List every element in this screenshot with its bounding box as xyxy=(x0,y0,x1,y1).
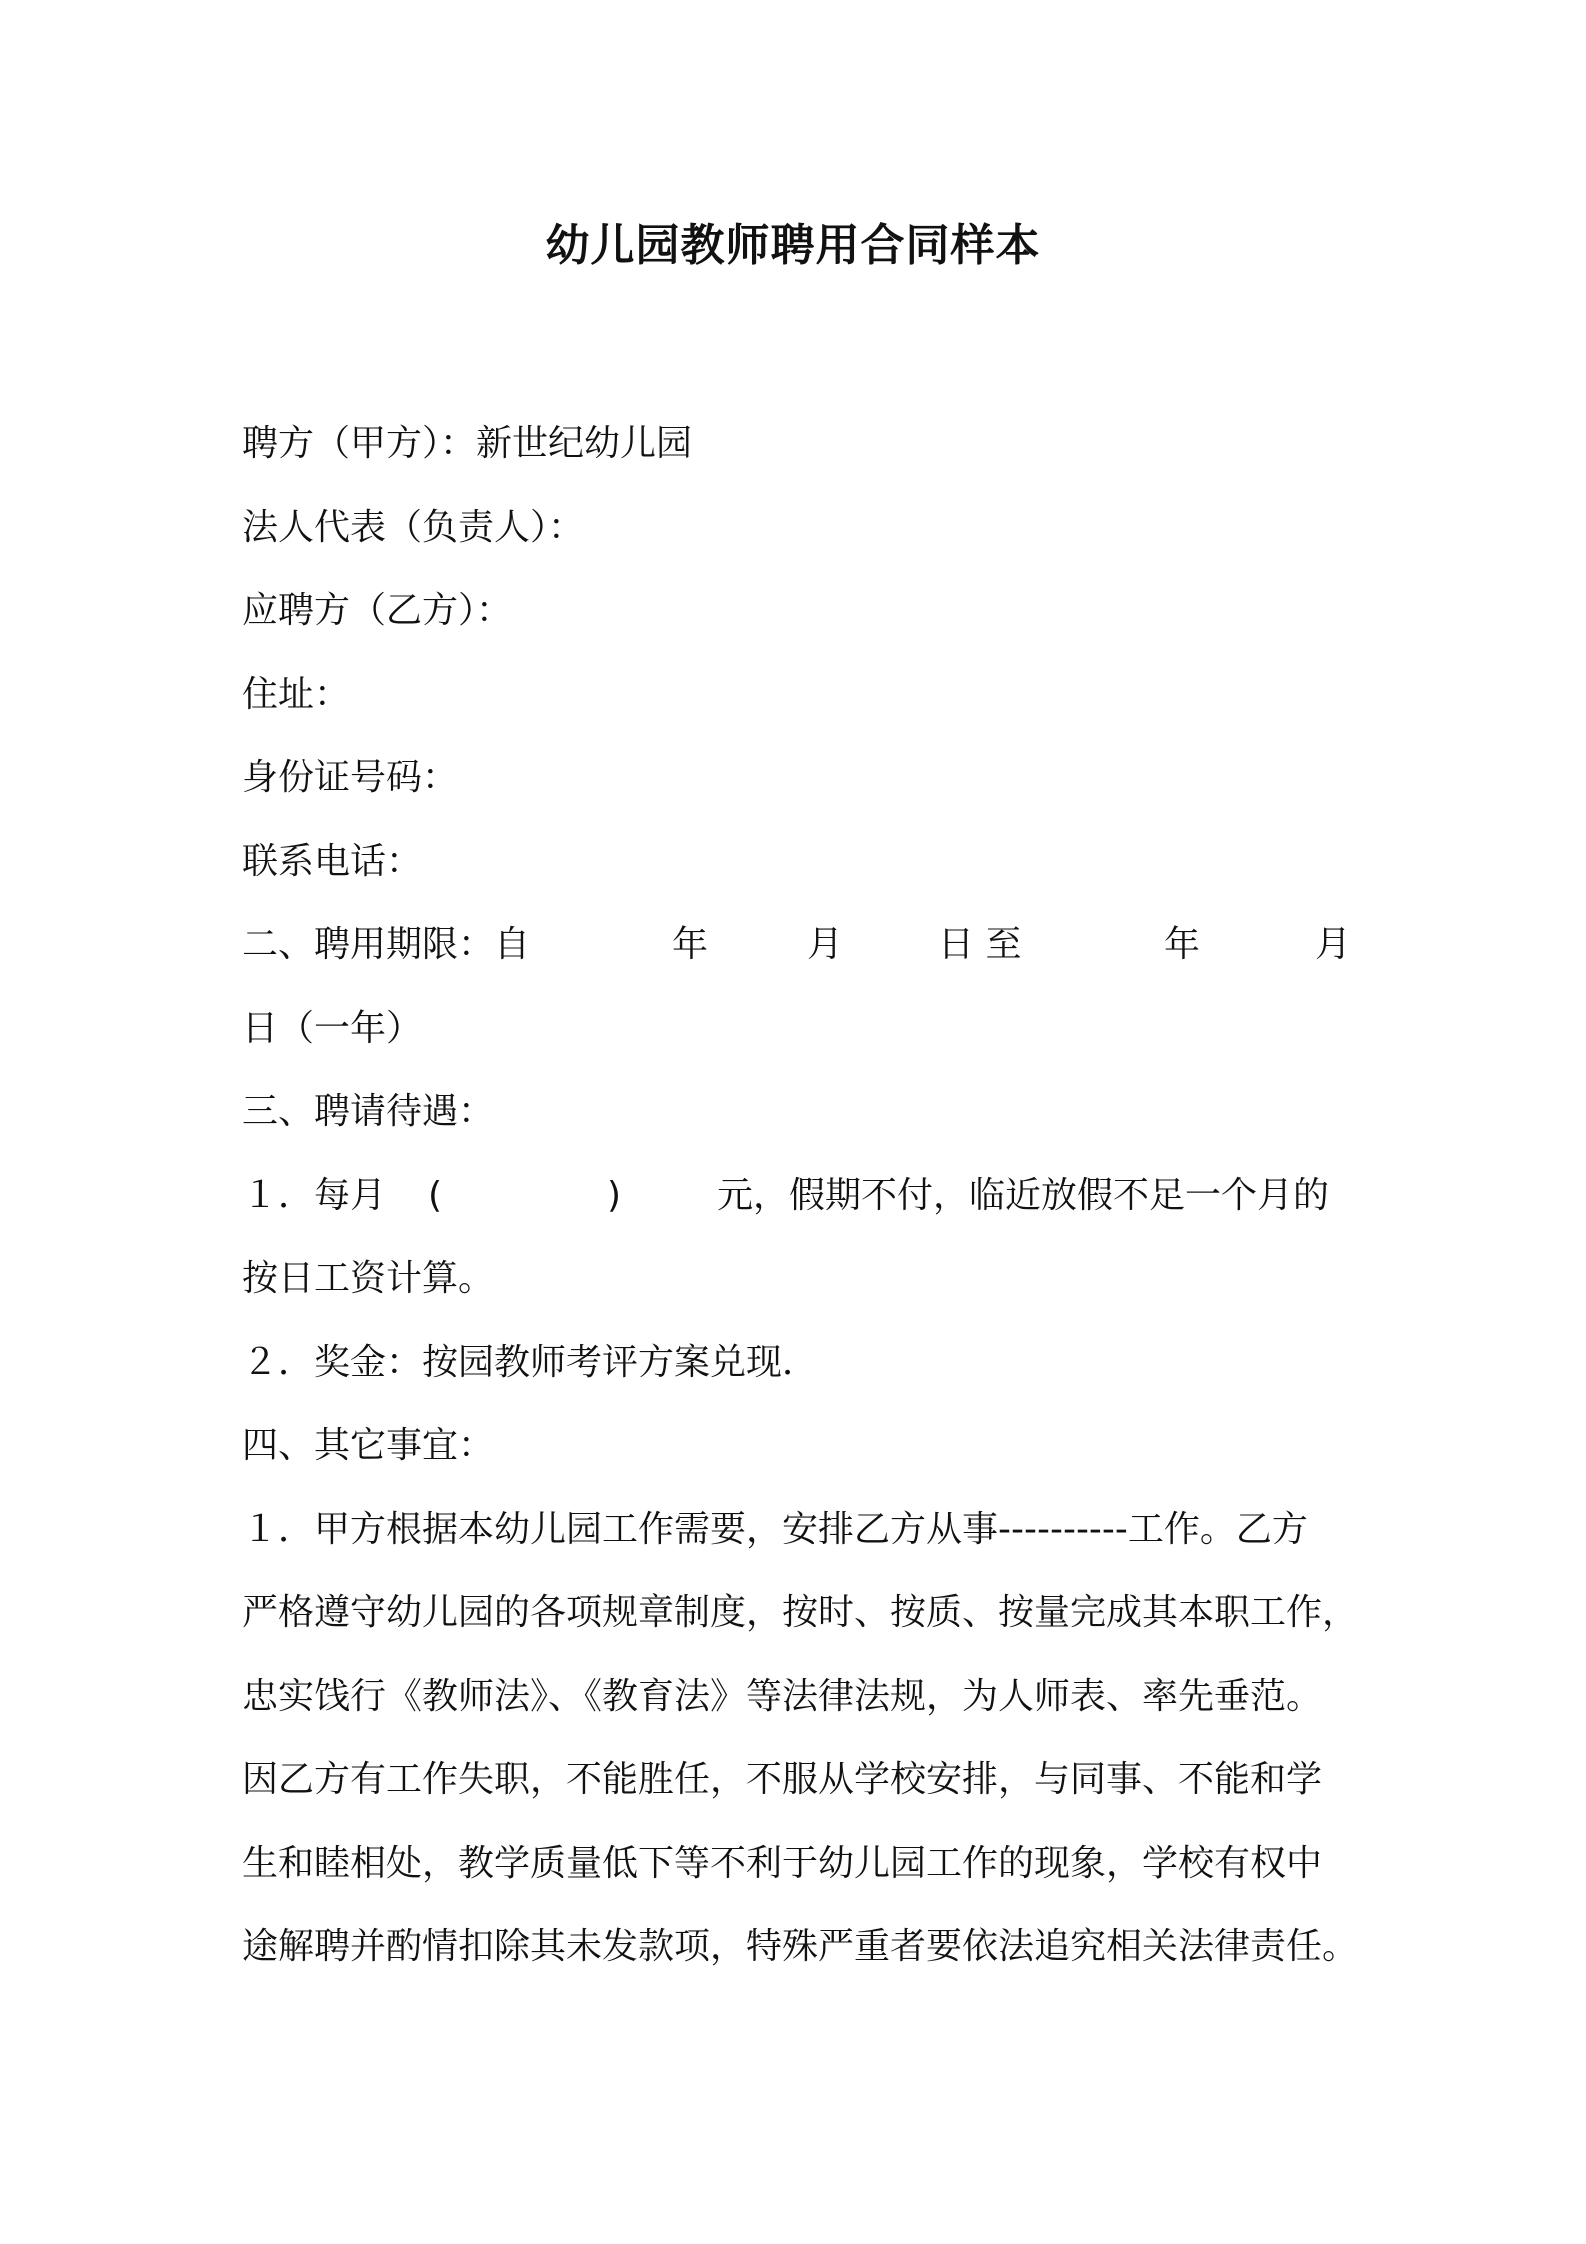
salary-open-paren: ( xyxy=(428,1174,443,1216)
legal-rep-line: 法人代表（负责人）： xyxy=(242,506,585,548)
clause-1-line-5: 生和睦相处，教学质量低下等不利于幼儿园工作的现象，学校有权中 xyxy=(242,1842,1323,1884)
period-month-end: 月 xyxy=(1315,924,1352,965)
period-day-to: 日 至 xyxy=(938,924,1022,965)
clause-1-line-6: 途解聘并酌情扣除其未发款项，特殊严重者要依法追究相关法律责任。 xyxy=(242,1926,1359,1967)
period-label: 二、聘用期限：自 xyxy=(242,924,531,965)
clause-1-line-4: 因乙方有工作失职，不能胜任，不服从学校安排，与同事、不能和学 xyxy=(242,1759,1323,1800)
phone-line: 联系电话： xyxy=(242,840,423,882)
salary-prefix: １．每月 xyxy=(242,1174,387,1216)
address-line: 住址： xyxy=(242,673,351,715)
salary-close-paren: ) xyxy=(607,1174,622,1216)
clause-1-line-3: 忠实饯行《教师法》、《教育法》等法律法规，为人师表、率先垂范。 xyxy=(242,1675,1323,1717)
bonus-line: ２．奖金：按园教师考评方案兑现． xyxy=(242,1341,819,1383)
document-title: 幼儿园教师聘用合同样本 xyxy=(545,220,1041,271)
salary-rest: 元，假期不付，临近放假不足一个月的 xyxy=(717,1174,1330,1216)
period-year-start: 年 xyxy=(672,924,709,965)
salary-line-2: 按日工资计算。 xyxy=(242,1258,495,1299)
section-3-heading: 三、聘请待遇： xyxy=(242,1091,495,1132)
period-year-end: 年 xyxy=(1164,924,1201,965)
clause-1-line-1: １．甲方根据本幼儿园工作需要，安排乙方从事----------工作。乙方 xyxy=(242,1508,1308,1550)
period-end-line: 日（一年） xyxy=(242,1007,423,1049)
clause-1-line-2: 严格遵守幼儿园的各项规章制度，按时、按质、按量完成其本职工作， xyxy=(242,1592,1359,1633)
id-number-line: 身份证号码： xyxy=(242,757,459,798)
document-body xyxy=(242,402,1362,1989)
party-a-line: 聘方（甲方）：新世纪幼儿园 xyxy=(242,423,693,464)
salary-line xyxy=(242,1154,1362,1238)
employment-period-line xyxy=(242,903,1362,987)
period-month-start: 月 xyxy=(807,924,844,965)
section-4-heading: 四、其它事宜： xyxy=(242,1425,495,1466)
party-b-line: 应聘方（乙方）： xyxy=(242,590,513,631)
